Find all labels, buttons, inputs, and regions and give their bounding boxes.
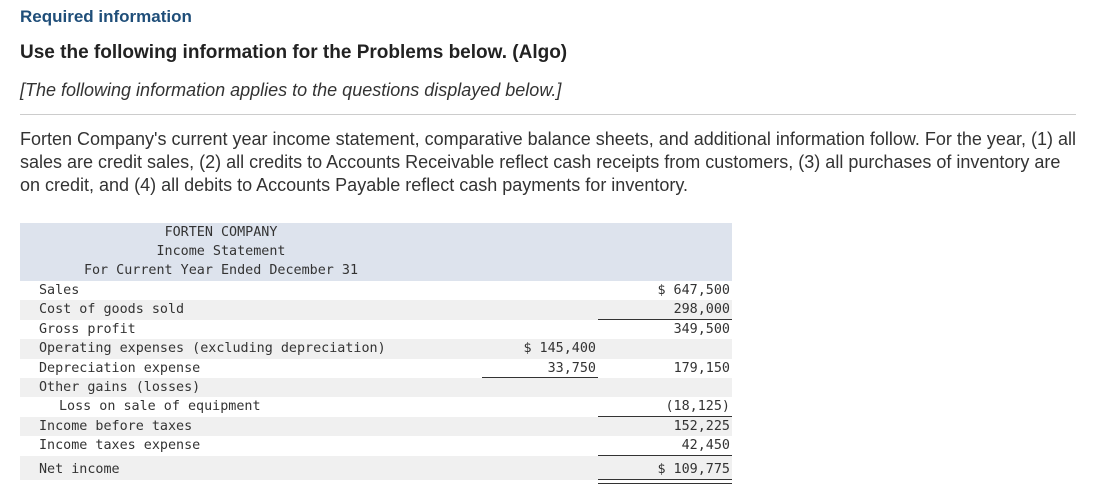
company-name: FORTEN COMPANY xyxy=(164,225,278,240)
row-sales xyxy=(20,281,732,300)
row-cogs xyxy=(20,300,732,319)
right-value: $ 109,775 xyxy=(657,461,730,477)
statement-period: For Current Year Ended December 31 xyxy=(83,263,359,278)
row-income-before-taxes xyxy=(20,417,732,436)
row-income-taxes xyxy=(20,436,732,455)
row-label: Cost of goods sold xyxy=(39,302,185,318)
income-statement xyxy=(20,223,732,480)
row-label: Gross profit xyxy=(39,321,136,337)
row-other-gains xyxy=(20,378,732,397)
row-label: Depreciation expense xyxy=(39,360,201,376)
row-label: Other gains (losses) xyxy=(39,379,201,395)
row-operating-expenses xyxy=(20,339,732,358)
right-value: 179,150 xyxy=(673,360,730,376)
divider xyxy=(20,114,1076,115)
mid-value: 33,750 xyxy=(547,360,596,376)
right-value: 152,225 xyxy=(673,418,730,434)
right-value: 349,500 xyxy=(673,321,730,337)
double-underline xyxy=(598,479,732,484)
right-value: (18,125) xyxy=(665,399,730,415)
row-depreciation xyxy=(20,359,732,378)
row-loss-on-sale xyxy=(20,397,732,416)
problem-instructions-heading: Use the following information for the Problems below. (Algo) xyxy=(20,42,568,63)
applies-note: [The following information applies to the questions displayed below.] xyxy=(20,80,562,100)
right-value: $ 647,500 xyxy=(657,283,730,298)
row-label: Operating expenses (excluding depreciation) xyxy=(39,341,386,357)
row-label: Net income xyxy=(39,461,120,477)
row-label: Income taxes expense xyxy=(39,438,201,454)
row-label: Loss on sale of equipment xyxy=(59,399,261,415)
required-information-heading: Required information xyxy=(20,7,192,26)
statement-title: Income Statement xyxy=(156,244,286,259)
right-value: 42,450 xyxy=(681,438,730,454)
mid-value: $ 145,400 xyxy=(523,341,596,357)
right-value: 298,000 xyxy=(673,302,730,318)
row-gross-profit xyxy=(20,320,732,339)
row-label: Sales xyxy=(39,283,80,298)
statement-header xyxy=(20,223,732,281)
intro-paragraph: Forten Company's current year income statement, comparative balance sheets, and additional information follow. For the year, (1) all sales are credit sales, (2) all credits to Accounts Receivable reflect cash receipts from customers, (3) all purchases of inventory are on credit, and (4) all debits to Accounts Payable reflect cash payments for inventory. xyxy=(20,129,1076,195)
row-label: Income before taxes xyxy=(39,418,193,434)
row-net-income xyxy=(20,456,732,480)
